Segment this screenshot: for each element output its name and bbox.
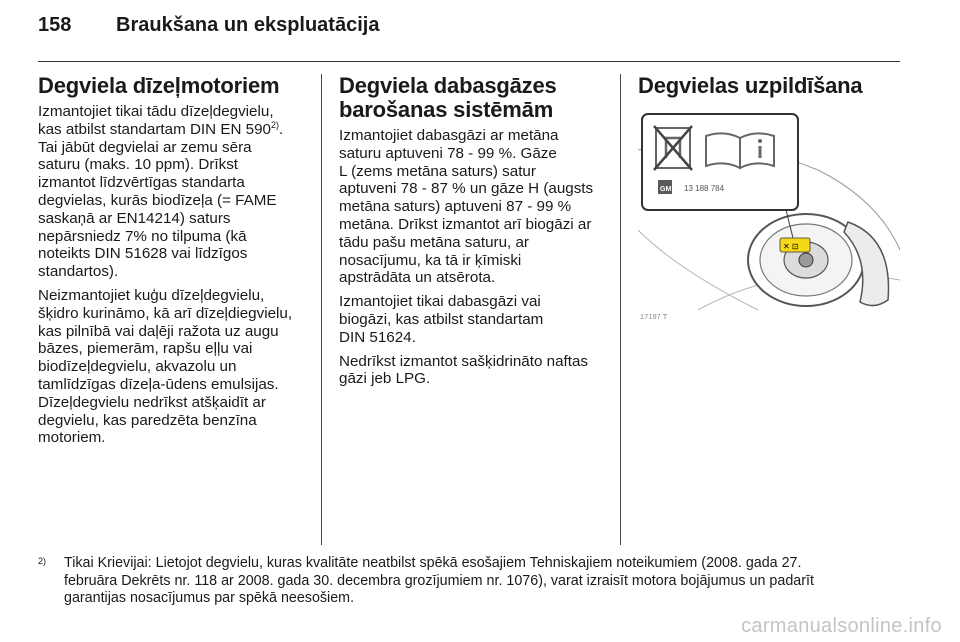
column-refuelling (638, 74, 900, 103)
heading-natural-gas: Degviela dabasgāzes barošanas sistēmām (339, 73, 557, 122)
footnote-ref[interactable]: 2) (270, 119, 279, 130)
column-divider (620, 74, 621, 545)
footnote-text: Tikai Krievijai: Lietojot degvielu, kuras kvalitāte neatbilst spēkā esošajiem Tehniskajiem noteikumiem (2008. gada 27. februāra Dekrēts nr. 118 ar 2008. gada 30. decembra grozījumiem nr. 1076), varat izraisīt motora bojājumus un padarīt garantijas nosacījumus par spēkā neesošiem. (64, 555, 814, 606)
column-divider (321, 74, 322, 545)
paragraph-gas-lpg: Nedrīkst izmantot sašķidrināto naftas gāzi jeb LPG. (339, 352, 589, 388)
svg-text:GM: GM (660, 186, 672, 193)
footnote-marker: 2) (38, 556, 47, 566)
watermark: carmanualsonline.info (741, 615, 942, 637)
section-title: Braukšana un ekspluatācija (116, 14, 380, 36)
heading-refuelling: Degvielas uzpildīšana (638, 73, 863, 98)
footnote (38, 555, 910, 608)
page-number: 158 (38, 14, 72, 36)
paragraph-gas-standard: Izmantojiet tikai dabasgāzi vai biogāzi, kas atbilst standartam DIN 51624. (339, 293, 544, 346)
part-number: 13 188 784 (684, 184, 725, 193)
page-header (38, 14, 379, 37)
header-rule (38, 61, 900, 62)
paragraph-gas-methane: Izmantojiet dabasgāzi ar metāna saturu aptuveni 78 - 99 %. Gāze L (zems metāna saturs) satur aptuveni 78 - 87 % un gāze H (augsts metāna saturs) aptuveni 87 - 99 % metāna. Drīkst izmantot arī biogāzi ar tādu pašu metāna saturu, ar nosacījumu, ka tā ir ķīmiski apstrādāta un atsērota. (339, 127, 594, 287)
heading-diesel: Degviela dīzeļmotoriem (38, 73, 280, 98)
column-diesel (38, 74, 313, 453)
fuel-flap-illustration (638, 110, 900, 323)
svg-text:✕ ⊡: ✕ ⊡ (783, 242, 799, 251)
figure-id: 17197 T (640, 312, 668, 321)
paragraph-diesel-standard: Izmantojiet tikai tādu dīzeļdegvielu, kas atbilst standartam DIN EN 590$^{2)}$. Tai jābūt degvielai ar zemu sēra saturu (maks. 10 ppm). Drīkst izmantot līdzvērtīgas standarta degvielas, kurās biodīzeļa (= FAME saskaņā ar EN14214) saturs nepārsniedz 7% no tilpuma (kā noteikts DIN 51628 vai līdzīgos standartos). (38, 103, 284, 281)
column-natural-gas (339, 74, 609, 394)
paragraph-diesel-warning: Neizmantojiet kuģu dīzeļdegvielu, šķidro kurināmo, kā arī dīzeļdiegvielu, kas pilnībā vai daļēji ražota uz augu bāzes, piemerām, rapšu eļļu vai biodīzeļdegvielu, akvazolu un tamlīdzīgas dīzeļa-ūdens emulsijas. Dīzeļdegvielu nedrīkst atšķaidīt ar degvielu, kas paredzēta benzīna motoriem. (38, 286, 293, 447)
fuel-flap-figure (638, 110, 900, 323)
